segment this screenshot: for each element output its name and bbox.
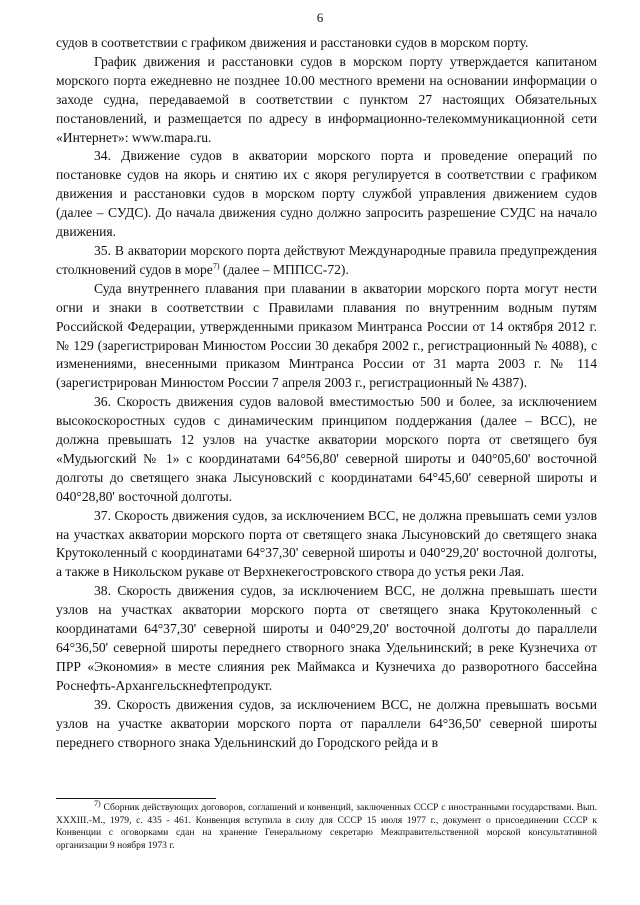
footnote-marker: 7) [94, 798, 101, 808]
paragraph-inland-vessels: Суда внутреннего плавания при плавании в акватории морского порта могут нести огни и знаки в соответствии с Правилами плавания по внутренним водным путям Российской Федерации, утвержденными приказом Минтранса России от 14 октября 2012 г. № 129 (зарегистрирован Минюстом России 30 декабря 2002 г., регистрационный № 4088), с изменениями, внесенными приказом Минтранса России от 31 марта 2003 г. № 114 (зарегистрирован Минюстом России 7 апреля 2003 г., регистрационный № 4387). [56, 280, 597, 391]
footnote [56, 798, 597, 852]
paragraph-35-tail: (далее – МППСС-72). [219, 261, 349, 277]
paragraph-37: 37. Скорость движения судов, за исключением ВСС, не должна превышать семи узлов на участках акватории морского порта от светящего знака Лысуновский до светящего знака Крутоколенный с координатами 64°37,30' северной широты и 040°29,20' восточной долготы, а также в Никольском рукаве от Верхнекегостровского створа до устья реки Лая. [56, 507, 597, 580]
paragraph-35-text: 35. В акватории морского порта действуют Международные правила предупреждения столкновений судов в море [56, 242, 597, 277]
footnote-text: Сборник действующих договоров, соглашений и конвенций, заключенных СССР с иностранными государствами. Вып. XXXIII.-М., 1979, с. 435 - 461. Конвенция вступила в силу для СССР 15 июля 1977 г., документ о присоединении СССР к Конвенции с оговорками сдан на хранение Генеральному секретарю Межправительственной морской консультативной организации 9 ноября 1973 г. [56, 802, 597, 851]
paragraph-34: 34. Движение судов в акватории морского порта и проведение операций по постановке судов на якорь и снятию их с якоря регулируется в соответствии с графиком движения и расстановки судов в морском порту службой управления движением судов (далее – СУДС). До начала движения судно должно запросить разрешение СУДС на начало движения. [56, 148, 597, 240]
body-text [56, 34, 597, 752]
paragraph-continuation: судов в соответствии с графиком движения и расстановки судов в морском порту. [56, 35, 529, 50]
paragraph-39: 39. Скорость движения судов, за исключением ВСС, не должна превышать восьми узлов на участке акватории морского порта от параллели 64°36,50' северной широты переднего створного знака Удельнинский до Городского рейда и в [56, 696, 597, 750]
footnote-divider [56, 798, 216, 799]
paragraph-35 [56, 242, 597, 280]
footnote-reference: 7) [212, 261, 220, 271]
paragraph-36: 36. Скорость движения судов валовой вместимостью 500 и более, за исключением высокоскоростных судов с динамическим принципом поддержания (далее – ВСС), не должна превышать 12 узлов на участке акватории морского порта от светящего буя «Мудьюгский № 1» с координатами 64°56,80' северной широты и 040°05,60' восточной долготы до светящего знака Лысуновский с координатами 64°45,60' северной широты и 040°28,80' восточной долготы. [56, 394, 597, 504]
paragraph-38: 38. Скорость движения судов, за исключением ВСС, не должна превышать шести узлов на участках акватории морского порта от светящего знака Крутоколенный с координатами 64°37,30' северной широты и 040°29,20' восточной долготы до параллели 64°36,50' северной широты переднего створного знака Удельнинский; в реке Кузнечиха от ПРР «Экономия» в месте слияния рек Маймакса и Кузнечиха до разворотного бассейна Роснефть-Архангельскнефтепродукт. [56, 583, 597, 693]
page-number: 6 [316, 10, 324, 25]
paragraph-schedule: График движения и расстановки судов в морском порту утверждается капитаном морского порта ежедневно не позднее 10.00 местного времени на основании информации о заходе судна, передаваемой в соответствии с пунктом 27 настоящих Обязательных постановлений, и размещается по адресу в информационно-телекоммуникационной сети «Интернет»: www.mapa.ru. [56, 53, 597, 145]
